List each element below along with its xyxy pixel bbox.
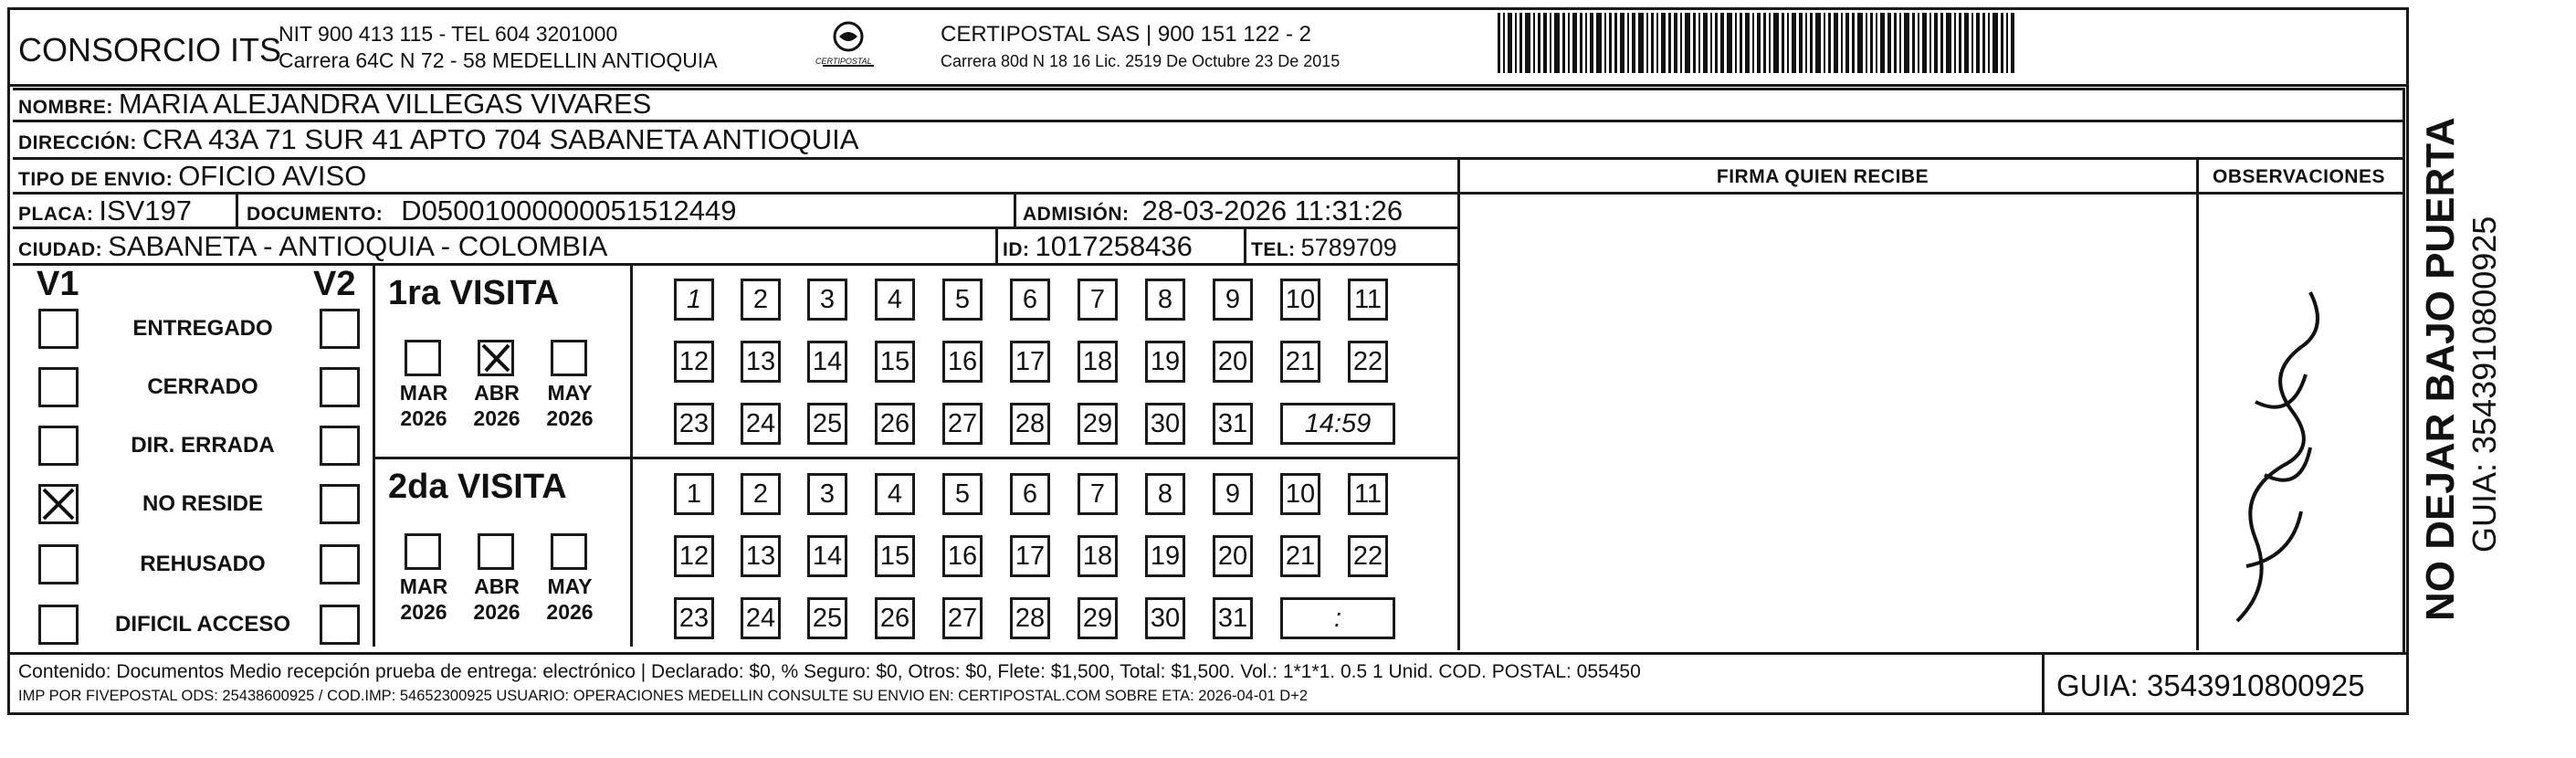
barcode-bar xyxy=(1661,13,1666,73)
month-label: MAR xyxy=(399,574,448,598)
tel-row xyxy=(1251,234,1397,262)
rule xyxy=(13,120,2405,122)
barcode-bar xyxy=(1834,13,1838,73)
day-box[interactable]: 12 xyxy=(674,535,714,577)
barcode-bar xyxy=(1646,13,1648,73)
barcode-bar xyxy=(1964,13,1969,73)
rule xyxy=(1457,192,2405,195)
month-checkbox[interactable] xyxy=(405,533,441,570)
day-box[interactable]: 13 xyxy=(741,535,781,577)
status-option-label: DIR. ERRADA xyxy=(131,433,275,458)
placa-value: ISV197 xyxy=(99,195,193,226)
barcode-bar xyxy=(1824,13,1825,73)
v1-checkbox[interactable] xyxy=(38,484,79,524)
barcode-bar xyxy=(1651,13,1654,73)
day-box[interactable]: 8 xyxy=(1145,279,1185,321)
courier-address: Carrera 80d N 18 16 Lic. 2519 De Octubre 23 De 2015 xyxy=(941,52,1341,70)
barcode-bar xyxy=(1904,13,1909,73)
month-checkbox[interactable] xyxy=(478,340,514,376)
day-box[interactable]: 25 xyxy=(807,403,847,445)
day-box[interactable]: 11 xyxy=(1348,279,1388,321)
barcode-bar xyxy=(1533,13,1535,73)
tipo-value: OFICIO AVISO xyxy=(178,160,367,192)
nombre-value: MARIA ALEJANDRA VILLEGAS VIVARES xyxy=(118,88,652,120)
v1-checkbox[interactable] xyxy=(38,367,79,407)
day-box[interactable]: 14 xyxy=(807,341,847,383)
barcode-bar xyxy=(1585,13,1587,73)
barcode-bar xyxy=(1632,13,1635,73)
month-label: ABR xyxy=(474,574,520,598)
day-box[interactable]: 15 xyxy=(875,341,915,383)
barcode-bar xyxy=(1880,13,1885,73)
second-visit-title: 2da VISITA xyxy=(388,468,567,506)
day-box[interactable]: 28 xyxy=(1010,597,1050,639)
barcode-bar xyxy=(1894,13,1897,73)
barcode-bar xyxy=(1627,13,1629,73)
barcode-bar xyxy=(1727,13,1732,73)
barcode-bar xyxy=(1740,13,1742,73)
id-row xyxy=(1003,230,1193,263)
nombre-label: NOMBRE: xyxy=(18,97,113,118)
admision-label: ADMISIÓN: xyxy=(1023,204,1130,225)
barcode-bar xyxy=(1976,13,1980,73)
barcode-bar xyxy=(1614,13,1617,73)
barcode-bar xyxy=(1685,13,1690,73)
barcode-bar xyxy=(1899,13,1901,73)
day-box[interactable]: 17 xyxy=(1010,535,1050,577)
barcode-bar xyxy=(1866,13,1867,73)
barcode-bar xyxy=(1782,13,1784,73)
barcode-bar xyxy=(1971,13,1973,73)
admision-row xyxy=(1023,195,1403,227)
barcode-bar xyxy=(1698,13,1700,73)
barcode-bar xyxy=(1543,13,1547,73)
day-box[interactable]: 26 xyxy=(875,597,915,639)
barcode-bar xyxy=(1982,13,1985,73)
barcode-bar xyxy=(1876,13,1877,73)
barcode-bar xyxy=(1769,13,1771,73)
barcode-bar xyxy=(1519,13,1522,73)
tipo-row xyxy=(18,160,366,193)
day-box[interactable]: 19 xyxy=(1145,535,1185,577)
direccion-value: CRA 43A 71 SUR 41 APTO 704 SABANETA ANTIOQUIA xyxy=(142,123,859,155)
rule xyxy=(2196,157,2199,650)
barcode-bar xyxy=(1792,13,1796,73)
year-label: 2026 xyxy=(546,406,594,430)
barcode-bar xyxy=(1810,13,1813,73)
day-box[interactable]: 2 xyxy=(741,279,781,321)
day-box[interactable]: 20 xyxy=(1213,535,1253,577)
v1-checkbox[interactable] xyxy=(38,309,79,349)
rule xyxy=(1457,157,1460,650)
barcode-bar xyxy=(1752,13,1754,73)
year-label: 2026 xyxy=(473,406,520,430)
first-visit-title: 1ra VISITA xyxy=(388,274,560,312)
barcode-bar xyxy=(1912,13,1915,73)
barcode-bar xyxy=(1568,13,1570,73)
barcode-bar xyxy=(1934,13,1938,73)
barcode-bar xyxy=(1693,13,1696,73)
day-box[interactable]: 1 xyxy=(674,473,714,515)
day-box[interactable]: 22 xyxy=(1348,341,1388,383)
barcode-bar xyxy=(1735,13,1737,73)
barcode-bar xyxy=(1828,13,1831,73)
day-box[interactable]: 30 xyxy=(1145,403,1185,445)
day-box[interactable]: 16 xyxy=(942,341,983,383)
v1-label: V1 xyxy=(37,265,79,303)
barcode-bar xyxy=(1815,13,1821,73)
time-box[interactable]: : xyxy=(1280,597,1395,639)
id-label: ID: xyxy=(1003,239,1030,260)
day-box[interactable]: 3 xyxy=(807,473,847,515)
barcode-bar xyxy=(1710,13,1712,73)
contenido-line: Contenido: Documentos Medio recepción prueba de entrega: electrónico | Declarado: $0, % Seguro: $0, Otros: $0, Flete: $1,500, Total: $1,500. Vol.: 1*1*1. 0.5 1 Unid. COD. POSTAL: 055450 xyxy=(18,661,1641,682)
v1-checkbox[interactable] xyxy=(38,426,79,466)
day-box[interactable]: 10 xyxy=(1280,279,1320,321)
barcode-bar xyxy=(1498,13,1500,73)
rule xyxy=(13,263,1457,266)
day-box[interactable]: 19 xyxy=(1145,341,1185,383)
barcode-bar xyxy=(1604,13,1606,73)
day-box[interactable]: 10 xyxy=(1280,473,1320,515)
barcode-bar xyxy=(2001,13,2003,73)
tel-label: TEL: xyxy=(1251,239,1296,260)
v1-checkbox[interactable] xyxy=(38,544,79,584)
barcode-bar xyxy=(1918,13,1919,73)
day-box[interactable]: 24 xyxy=(741,403,781,445)
month-checkbox[interactable] xyxy=(478,533,514,570)
day-box[interactable]: 2 xyxy=(741,473,781,515)
day-box[interactable]: 3 xyxy=(807,279,847,321)
day-box[interactable]: 11 xyxy=(1348,473,1388,515)
rule xyxy=(7,652,2409,655)
day-box[interactable]: 23 xyxy=(674,403,714,445)
barcode-bar xyxy=(1763,13,1766,73)
day-box[interactable]: 1 xyxy=(674,279,714,321)
barcode-bar xyxy=(1940,13,1943,73)
day-box[interactable]: 4 xyxy=(875,473,915,515)
barcode-bar xyxy=(2006,13,2008,73)
direccion-label: DIRECCIÓN: xyxy=(18,132,137,153)
v2-checkbox[interactable] xyxy=(320,605,360,645)
day-box[interactable]: 26 xyxy=(875,403,915,445)
v2-checkbox[interactable] xyxy=(320,309,360,349)
day-box[interactable]: 20 xyxy=(1213,341,1253,383)
day-box[interactable]: 28 xyxy=(1010,403,1050,445)
month-label: MAR xyxy=(399,381,448,405)
day-box[interactable]: 31 xyxy=(1213,597,1253,639)
barcode-bar xyxy=(1787,13,1789,73)
year-label: 2026 xyxy=(400,600,447,624)
placa-label: PLACA: xyxy=(18,204,94,225)
ciudad-row xyxy=(18,230,607,263)
barcode-bar xyxy=(1745,13,1750,73)
tel-value: 5789709 xyxy=(1300,234,1397,261)
day-box[interactable]: 9 xyxy=(1213,473,1253,515)
side-instruction: NO DEJAR BAJO PUERTA xyxy=(2418,117,2463,621)
direccion-row xyxy=(18,123,858,156)
day-box[interactable]: 17 xyxy=(1010,341,1050,383)
rule xyxy=(236,192,238,226)
rule xyxy=(1014,192,1016,226)
documento-value: D05001000000051512449 xyxy=(401,195,737,226)
barcode-bar xyxy=(1805,13,1807,73)
barcode-bar xyxy=(1715,13,1718,73)
day-box[interactable]: 23 xyxy=(674,597,714,639)
day-box[interactable]: 24 xyxy=(741,597,781,639)
company-nit: NIT 900 413 115 - TEL 604 3201000 xyxy=(279,22,618,46)
barcode-bar xyxy=(1554,13,1560,73)
barcode-bar xyxy=(1887,13,1891,73)
day-box[interactable]: 6 xyxy=(1010,473,1050,515)
year-label: 2026 xyxy=(400,406,447,430)
courier-name: CERTIPOSTAL SAS | 900 151 122 - 2 xyxy=(941,22,1311,47)
barcode-bar xyxy=(1508,13,1512,73)
barcode-bar xyxy=(1680,13,1682,73)
id-value: 1017258436 xyxy=(1035,230,1193,262)
rule xyxy=(373,263,375,647)
month-label: MAY xyxy=(547,574,593,598)
placa-row xyxy=(18,195,192,227)
footer-guia: GUIA: 3543910800925 xyxy=(2056,669,2365,702)
rule xyxy=(373,457,1457,459)
barcode-bar xyxy=(1620,13,1624,73)
barcode-bar xyxy=(1525,13,1530,73)
barcode-bar xyxy=(1852,13,1855,73)
year-label: 2026 xyxy=(473,600,520,624)
day-box[interactable]: 30 xyxy=(1145,597,1185,639)
barcode-bar xyxy=(2011,13,2014,73)
day-box[interactable]: 16 xyxy=(942,535,983,577)
day-box[interactable]: 22 xyxy=(1348,535,1388,577)
logo-caption: CERTIPOSTAL xyxy=(815,57,872,66)
v2-label: V2 xyxy=(313,265,356,303)
admision-value: 28-03-2026 11:31:26 xyxy=(1141,195,1404,226)
barcode-bar xyxy=(1773,13,1779,73)
handwritten-signature xyxy=(2219,265,2338,648)
barcode-bar xyxy=(1845,13,1849,73)
day-box[interactable]: 27 xyxy=(942,403,983,445)
day-box[interactable]: 29 xyxy=(1078,403,1118,445)
day-box[interactable]: 12 xyxy=(674,341,714,383)
day-box[interactable]: 21 xyxy=(1280,341,1320,383)
status-option-label: CERRADO xyxy=(147,374,258,399)
v2-checkbox[interactable] xyxy=(320,426,360,466)
barcode-bar xyxy=(1674,13,1677,73)
tipo-label: TIPO DE ENVIO: xyxy=(18,169,173,190)
day-box[interactable]: 18 xyxy=(1078,535,1118,577)
month-label: ABR xyxy=(474,381,520,405)
day-box[interactable]: 7 xyxy=(1078,279,1118,321)
barcode-bar xyxy=(1946,13,1951,73)
time-box[interactable]: 14:59 xyxy=(1280,403,1395,445)
rule xyxy=(13,226,1457,229)
barcode-bar xyxy=(1562,13,1565,73)
barcode-bar xyxy=(1538,13,1540,73)
barcode-bar xyxy=(1590,13,1593,73)
company-address: Carrera 64C N 72 - 58 MEDELLIN ANTIOQUIA xyxy=(279,48,718,72)
v2-checkbox[interactable] xyxy=(320,544,360,584)
day-box[interactable]: 15 xyxy=(875,535,915,577)
rule xyxy=(2042,652,2045,715)
barcode-bar xyxy=(1841,13,1843,73)
barcode-bar xyxy=(1857,13,1863,73)
side-guia: GUIA: 3543910800925 xyxy=(2466,216,2503,553)
day-box[interactable]: 21 xyxy=(1280,535,1320,577)
barcode-bar xyxy=(1959,13,1961,73)
documento-label: DOCUMENTO: xyxy=(247,204,384,225)
day-box[interactable]: 5 xyxy=(942,279,983,321)
v2-checkbox[interactable] xyxy=(320,367,360,407)
barcode-bar xyxy=(1870,13,1873,73)
barcode-bar xyxy=(1596,13,1602,73)
year-label: 2026 xyxy=(546,600,594,624)
day-box[interactable]: 4 xyxy=(875,279,915,321)
nombre-row xyxy=(18,88,651,121)
barcode-bar xyxy=(1954,13,1956,73)
month-checkbox[interactable] xyxy=(405,340,441,376)
ciudad-value: SABANETA - ANTIOQUIA - COLOMBIA xyxy=(108,230,608,262)
barcode-bar xyxy=(1668,13,1671,73)
day-box[interactable]: 27 xyxy=(942,597,983,639)
day-box[interactable]: 5 xyxy=(942,473,983,515)
month-checkbox[interactable] xyxy=(551,340,587,376)
barcode-bar xyxy=(1703,13,1708,73)
barcode-bar xyxy=(1922,13,1927,73)
barcode-bar xyxy=(1515,13,1517,73)
barcode-bar xyxy=(1572,13,1577,73)
v2-checkbox[interactable] xyxy=(320,484,360,524)
day-box[interactable]: 7 xyxy=(1078,473,1118,515)
barcode-bar xyxy=(1720,13,1724,73)
day-box[interactable]: 29 xyxy=(1078,597,1118,639)
day-box[interactable]: 25 xyxy=(807,597,847,639)
company-name: CONSORCIO ITS xyxy=(18,31,282,68)
barcode xyxy=(1498,13,2017,73)
barcode-bar xyxy=(1550,13,1551,73)
status-option-label: NO RESIDE xyxy=(142,491,264,516)
month-checkbox[interactable] xyxy=(551,533,587,570)
ciudad-label: CIUDAD: xyxy=(18,239,103,260)
rule xyxy=(2403,88,2405,654)
barcode-bar xyxy=(1656,13,1658,73)
status-option-label: DIFICIL ACCESO xyxy=(114,612,290,637)
day-box[interactable]: 8 xyxy=(1145,473,1185,515)
barcode-bar xyxy=(1580,13,1582,73)
barcode-bar xyxy=(1503,13,1505,73)
rule xyxy=(13,157,2405,160)
barcode-bar xyxy=(1992,13,1998,73)
day-box[interactable]: 6 xyxy=(1010,279,1050,321)
rule xyxy=(995,226,998,263)
rule xyxy=(1244,226,1246,263)
barcode-bar xyxy=(1638,13,1644,73)
day-box[interactable]: 14 xyxy=(807,535,847,577)
month-label: MAY xyxy=(547,381,593,405)
day-box[interactable]: 13 xyxy=(741,341,781,383)
documento-row xyxy=(247,195,736,227)
barcode-bar xyxy=(1609,13,1612,73)
v1-checkbox[interactable] xyxy=(38,605,79,645)
firma-label: FIRMA QUIEN RECIBE xyxy=(1716,166,1929,187)
status-option-label: REHUSADO xyxy=(140,552,266,576)
observaciones-label: OBSERVACIONES xyxy=(2213,166,2385,187)
day-box[interactable]: 31 xyxy=(1213,403,1253,445)
day-box[interactable]: 18 xyxy=(1078,341,1118,383)
rule xyxy=(630,263,633,647)
barcode-bar xyxy=(1757,13,1761,73)
status-option-label: ENTREGADO xyxy=(132,316,273,341)
barcode-bar xyxy=(1799,13,1803,73)
barcode-bar xyxy=(1988,13,1990,73)
barcode-bar xyxy=(1929,13,1931,73)
day-box[interactable]: 9 xyxy=(1213,279,1253,321)
rule xyxy=(7,84,2409,87)
imp-line: IMP POR FIVEPOSTAL ODS: 25438600925 / COD.IMP: 54652300925 USUARIO: OPERACIONES MEDELLIN CONSULTE SU ENVIO EN: CERTIPOSTAL.COM SOBRE ETA: 2026-04-01 D+2 xyxy=(18,688,1309,704)
